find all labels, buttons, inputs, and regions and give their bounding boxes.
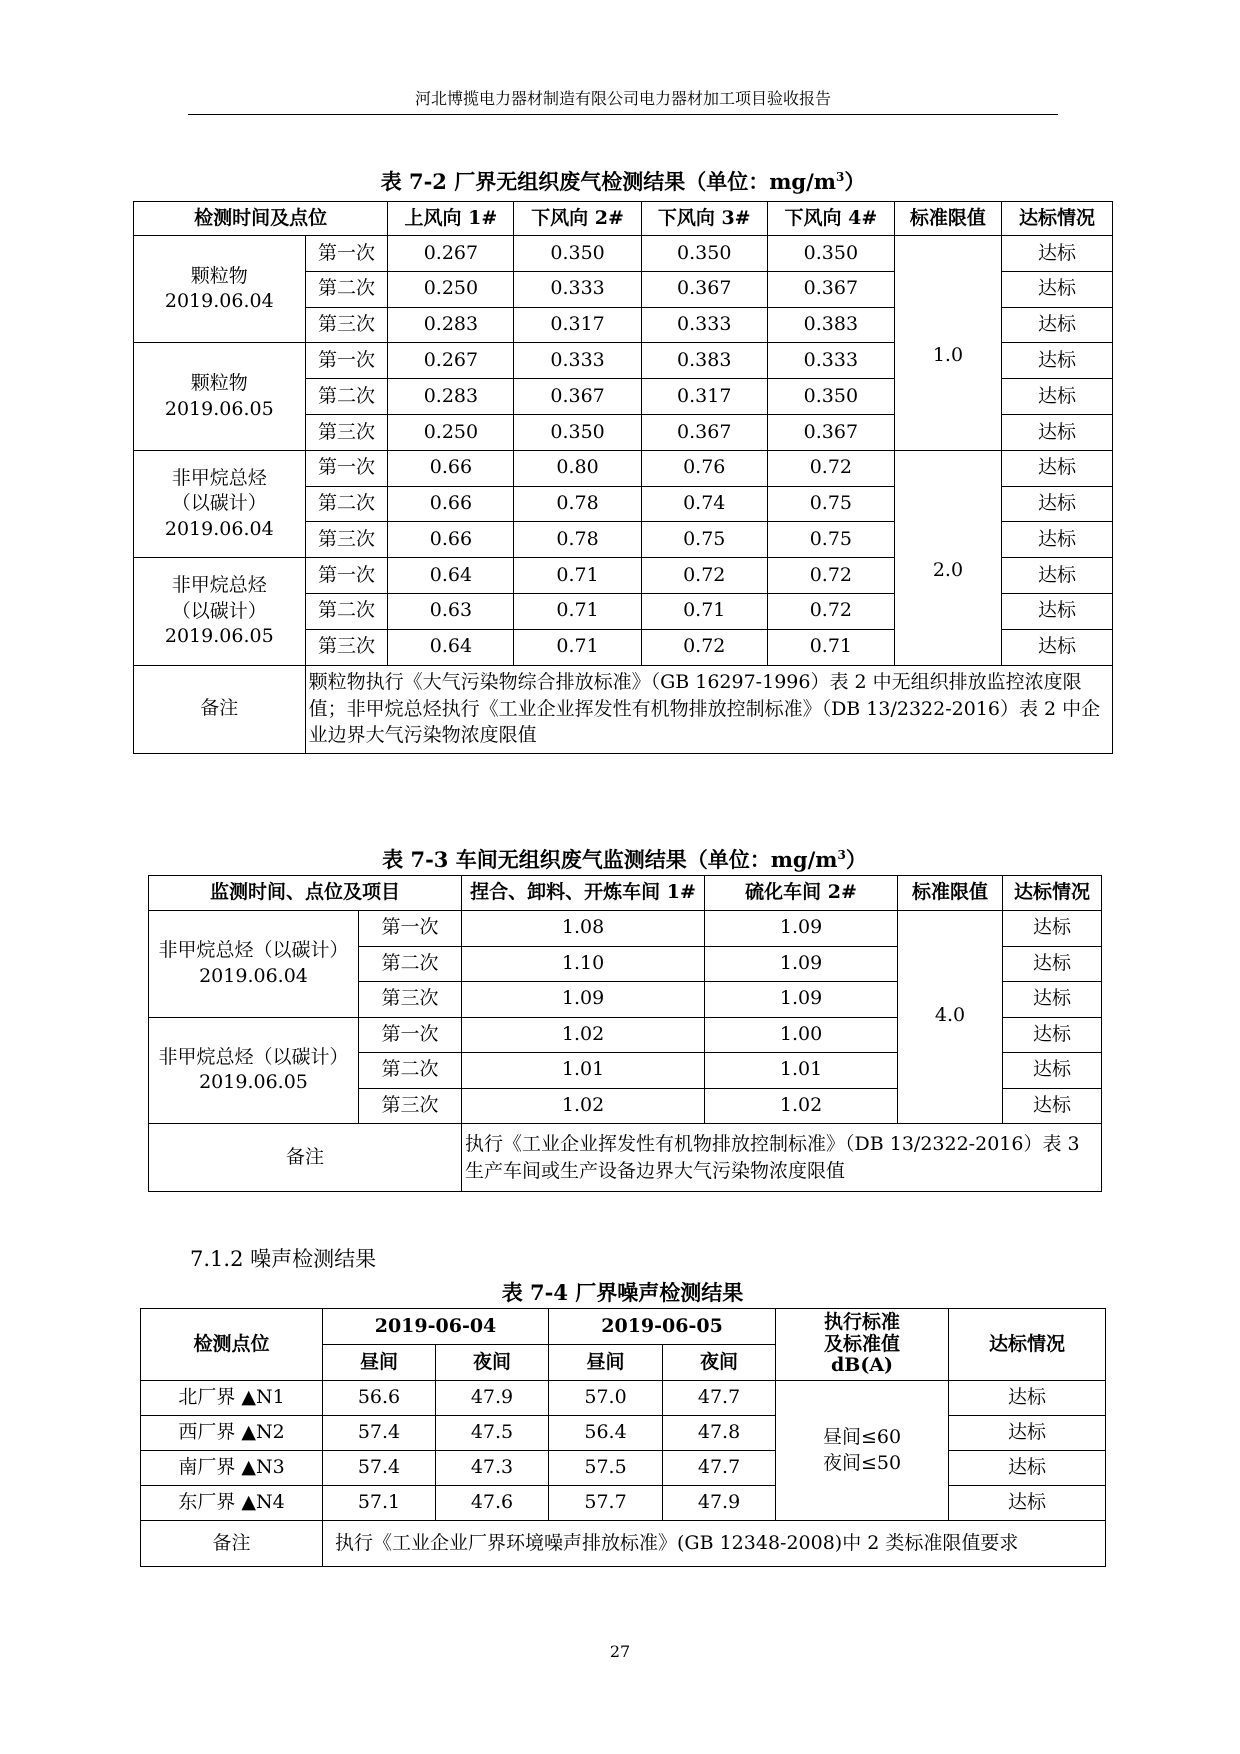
status-cell: 达标: [1003, 1088, 1102, 1124]
status-cell: 达标: [1003, 982, 1102, 1018]
status-cell: 达标: [1001, 343, 1112, 379]
sample-label: 第一次: [305, 236, 388, 272]
table-row: [141, 1486, 1106, 1521]
page-header: 河北博揽电力器材制造有限公司电力器材加工项目验收报告: [188, 86, 1058, 115]
value-cell: 0.71: [514, 593, 641, 629]
group-label-cell: [134, 450, 306, 557]
point-cell: 北厂界 ▲N1: [141, 1381, 323, 1416]
group-label-cell: [149, 911, 359, 1018]
note-label: 备注: [141, 1521, 323, 1567]
value-cell: 0.350: [641, 236, 767, 272]
value-cell: 0.317: [641, 379, 767, 415]
sample-label: 第二次: [305, 593, 388, 629]
group-label-cell: [134, 343, 306, 450]
header-cell: 达标情况: [1001, 202, 1112, 236]
value-cell: 0.367: [767, 271, 894, 307]
header-cell: 达标情况: [1003, 876, 1102, 911]
value-cell: 0.72: [767, 558, 894, 594]
value-cell: 0.63: [388, 593, 514, 629]
table-7-4-caption: 表 7-4 厂界噪声检测结果: [501, 1280, 744, 1305]
sample-label: 第三次: [305, 522, 388, 558]
status-cell: 达标: [1001, 414, 1112, 450]
value-cell: 0.75: [767, 486, 894, 522]
value-cell: 1.02: [462, 1088, 705, 1124]
status-cell: 达标: [949, 1451, 1106, 1486]
value-cell: 57.7: [549, 1486, 663, 1521]
limit-cell: 4.0: [898, 911, 1003, 1124]
header-cell: 标准限值: [898, 876, 1003, 911]
value-cell: 47.3: [436, 1451, 549, 1486]
value-cell: 0.66: [388, 450, 514, 486]
table-row: [141, 1381, 1106, 1416]
group-name: 非甲烷总烃（以碳计）: [158, 939, 349, 962]
value-cell: 47.5: [436, 1416, 549, 1451]
header-cell: 硫化车间 2#: [705, 876, 898, 911]
sample-label: 第一次: [359, 1017, 462, 1053]
value-cell: 56.4: [549, 1416, 663, 1451]
value-cell: 47.7: [663, 1381, 776, 1416]
value-cell: 0.367: [641, 271, 767, 307]
value-cell: 1.10: [462, 946, 705, 982]
value-cell: 57.1: [323, 1486, 436, 1521]
value-cell: 47.8: [663, 1416, 776, 1451]
table-row: [141, 1416, 1106, 1451]
table-7-3-caption: [148, 844, 1101, 874]
period-header: 夜间: [663, 1345, 776, 1381]
status-cell: 达标: [1001, 522, 1112, 558]
sample-label: 第三次: [359, 1088, 462, 1124]
value-cell: 0.333: [514, 271, 641, 307]
value-cell: 47.7: [663, 1451, 776, 1486]
sample-label: 第二次: [359, 946, 462, 982]
note-row: [149, 1124, 1102, 1192]
note-text: 执行《工业企业挥发性有机物排放控制标准》（DB 13/2322-2016）表 3 生产车间或生产设备边界大气污染物浓度限值: [462, 1124, 1102, 1192]
group-date: 2019.06.05: [164, 625, 274, 648]
period-header: 昼间: [323, 1345, 436, 1381]
status-cell: 达标: [1001, 593, 1112, 629]
table-7-3: [148, 875, 1102, 1192]
status-cell: 达标: [1001, 558, 1112, 594]
point-cell: 西厂界 ▲N2: [141, 1416, 323, 1451]
value-cell: 0.350: [767, 379, 894, 415]
header-cell: 下风向 3#: [641, 202, 767, 236]
value-cell: 0.64: [388, 629, 514, 665]
value-cell: 0.283: [388, 307, 514, 343]
status-cell: 达标: [1003, 911, 1102, 947]
group-date: 2019.06.04: [164, 290, 274, 313]
group-name: 非甲烷总烃（以碳计）: [158, 1045, 349, 1068]
value-cell: 1.09: [462, 982, 705, 1018]
sample-label: 第二次: [305, 271, 388, 307]
value-cell: 0.333: [767, 343, 894, 379]
header-cell: 捏合、卸料、开炼车间 1#: [462, 876, 705, 911]
page-number: 27: [609, 1642, 631, 1661]
value-cell: 56.6: [323, 1381, 436, 1416]
table-row: [141, 1451, 1106, 1486]
caption-text: 表 7-2 厂界无组织废气检测结果（单位：mg/m: [380, 169, 836, 194]
value-cell: 0.76: [641, 450, 767, 486]
note-row: [134, 665, 1113, 753]
caption-end: ）: [844, 169, 866, 194]
status-cell: 达标: [1001, 379, 1112, 415]
std-header-line: dB(A): [830, 1354, 894, 1377]
sample-label: 第三次: [359, 982, 462, 1018]
sample-label: 第一次: [305, 558, 388, 594]
value-cell: 0.350: [514, 236, 641, 272]
value-cell: 0.72: [641, 558, 767, 594]
caption-text: 表 7-3 车间无组织废气监测结果（单位：mg/m: [382, 847, 838, 872]
status-cell: 达标: [1001, 307, 1112, 343]
table-row: [149, 911, 1102, 947]
value-cell: 57.4: [323, 1451, 436, 1486]
value-cell: 0.267: [388, 236, 514, 272]
point-cell: 南厂界 ▲N3: [141, 1451, 323, 1486]
limit-cell: 1.0: [894, 236, 1001, 451]
sample-label: 第二次: [305, 379, 388, 415]
caption-superscript: 3: [837, 848, 846, 862]
header-cell: 达标情况: [949, 1309, 1106, 1381]
group-date: 2019.06.05: [164, 397, 274, 420]
value-cell: 0.350: [514, 414, 641, 450]
value-cell: 0.367: [767, 414, 894, 450]
value-cell: 0.72: [767, 593, 894, 629]
value-cell: 0.78: [514, 522, 641, 558]
group-date: 2019.06.04: [164, 517, 274, 540]
value-cell: 0.71: [514, 629, 641, 665]
header-row: [149, 876, 1102, 911]
header-cell: 检测点位: [141, 1309, 323, 1381]
status-cell: 达标: [1001, 486, 1112, 522]
section-heading: 7.1.2 噪声检测结果: [190, 1247, 377, 1271]
std-header: [776, 1309, 949, 1381]
value-cell: 1.00: [705, 1017, 898, 1053]
sample-label: 第三次: [305, 307, 388, 343]
point-cell: 东厂界 ▲N4: [141, 1486, 323, 1521]
group-label-cell: [134, 236, 306, 343]
value-cell: 1.01: [705, 1053, 898, 1089]
value-cell: 0.250: [388, 271, 514, 307]
value-cell: 0.72: [767, 450, 894, 486]
value-cell: 0.64: [388, 558, 514, 594]
header-cell: 上风向 1#: [388, 202, 514, 236]
group-label-cell: [134, 558, 306, 665]
note-text: 颗粒物执行《大气污染物综合排放标准》（GB 16297-1996）表 2 中无组织排放监控浓度限值；非甲烷总烃执行《工业企业挥发性有机物排放控制标准》（DB 13/2322-2016）表 2 中企业边界大气污染物浓度限值: [305, 665, 1112, 753]
value-cell: 0.267: [388, 343, 514, 379]
value-cell: 0.333: [641, 307, 767, 343]
value-cell: 47.6: [436, 1486, 549, 1521]
value-cell: 0.78: [514, 486, 641, 522]
value-cell: 1.09: [705, 982, 898, 1018]
sample-label: 第一次: [305, 343, 388, 379]
group-date: 2019.06.04: [199, 964, 308, 987]
header-cell: 检测时间及点位: [134, 202, 388, 236]
value-cell: 0.75: [641, 522, 767, 558]
group-name: 非甲烷总烃: [171, 466, 267, 489]
status-cell: 达标: [1001, 236, 1112, 272]
table-row: [134, 236, 1113, 272]
value-cell: 0.71: [767, 629, 894, 665]
value-cell: 0.72: [641, 629, 767, 665]
value-cell: 1.01: [462, 1053, 705, 1089]
sample-label: 第一次: [305, 450, 388, 486]
value-cell: 0.367: [514, 379, 641, 415]
header-row: [134, 202, 1113, 236]
status-cell: 达标: [1001, 271, 1112, 307]
note-row: [141, 1521, 1106, 1567]
status-cell: 达标: [1003, 1017, 1102, 1053]
value-cell: 0.80: [514, 450, 641, 486]
value-cell: 1.09: [705, 911, 898, 947]
value-cell: 0.250: [388, 414, 514, 450]
header-cell: 监测时间、点位及项目: [149, 876, 462, 911]
value-cell: 47.9: [436, 1381, 549, 1416]
status-cell: 达标: [949, 1381, 1106, 1416]
table-7-2: [133, 201, 1113, 754]
value-cell: 1.08: [462, 911, 705, 947]
group-name-suffix: （以碳计）: [171, 492, 267, 515]
sample-label: 第二次: [305, 486, 388, 522]
std-value: 昼间≤60: [822, 1425, 902, 1448]
std-value: 夜间≤50: [822, 1451, 902, 1474]
value-cell: 0.333: [514, 343, 641, 379]
period-header: 昼间: [549, 1345, 663, 1381]
status-cell: 达标: [1001, 450, 1112, 486]
group-date: 2019.06.05: [199, 1071, 308, 1094]
value-cell: 0.367: [641, 414, 767, 450]
header-cell: 标准限值: [894, 202, 1001, 236]
value-cell: 0.66: [388, 486, 514, 522]
std-value-cell: [776, 1381, 949, 1521]
value-cell: 57.0: [549, 1381, 663, 1416]
value-cell: 0.66: [388, 522, 514, 558]
value-cell: 0.283: [388, 379, 514, 415]
status-cell: 达标: [949, 1416, 1106, 1451]
value-cell: 47.9: [663, 1486, 776, 1521]
period-header: 夜间: [436, 1345, 549, 1381]
std-header-line: 及标准值: [824, 1332, 901, 1355]
sample-label: 第三次: [305, 629, 388, 665]
table-row: [134, 450, 1113, 486]
group-name-suffix: （以碳计）: [171, 599, 267, 622]
value-cell: 0.383: [767, 307, 894, 343]
date-header: 2019-06-04: [323, 1309, 549, 1345]
group-name: 颗粒物: [190, 371, 248, 394]
note-label: 备注: [134, 665, 306, 753]
status-cell: 达标: [1003, 946, 1102, 982]
date-header: 2019-06-05: [549, 1309, 776, 1345]
value-cell: 0.71: [641, 593, 767, 629]
status-cell: 达标: [1003, 1053, 1102, 1089]
value-cell: 0.74: [641, 486, 767, 522]
value-cell: 0.75: [767, 522, 894, 558]
value-cell: 1.09: [705, 946, 898, 982]
header-cell: 下风向 4#: [767, 202, 894, 236]
value-cell: 1.02: [462, 1017, 705, 1053]
sample-label: 第三次: [305, 414, 388, 450]
table-7-2-caption: [133, 166, 1113, 196]
std-header-line: 执行标准: [824, 1310, 901, 1333]
value-cell: 57.5: [549, 1451, 663, 1486]
value-cell: 57.4: [323, 1416, 436, 1451]
status-cell: 达标: [1001, 629, 1112, 665]
group-name: 颗粒物: [190, 264, 248, 287]
value-cell: 0.317: [514, 307, 641, 343]
limit-cell: 2.0: [894, 450, 1001, 665]
header-row: [141, 1309, 1106, 1345]
value-cell: 1.02: [705, 1088, 898, 1124]
group-name: 非甲烷总烃: [171, 573, 267, 596]
status-cell: 达标: [949, 1486, 1106, 1521]
table-7-4: [140, 1308, 1106, 1567]
sample-label: 第二次: [359, 1053, 462, 1089]
sample-label: 第一次: [359, 911, 462, 947]
value-cell: 0.383: [641, 343, 767, 379]
caption-end: ）: [845, 847, 867, 872]
note-label: 备注: [149, 1124, 462, 1192]
header-cell: 下风向 2#: [514, 202, 641, 236]
caption-superscript: 3: [836, 170, 845, 184]
value-cell: 0.350: [767, 236, 894, 272]
note-text: 执行《工业企业厂界环境噪声排放标准》(GB 12348-2008)中 2 类标准限值要求: [323, 1521, 1106, 1567]
value-cell: 0.71: [514, 558, 641, 594]
group-label-cell: [149, 1017, 359, 1124]
